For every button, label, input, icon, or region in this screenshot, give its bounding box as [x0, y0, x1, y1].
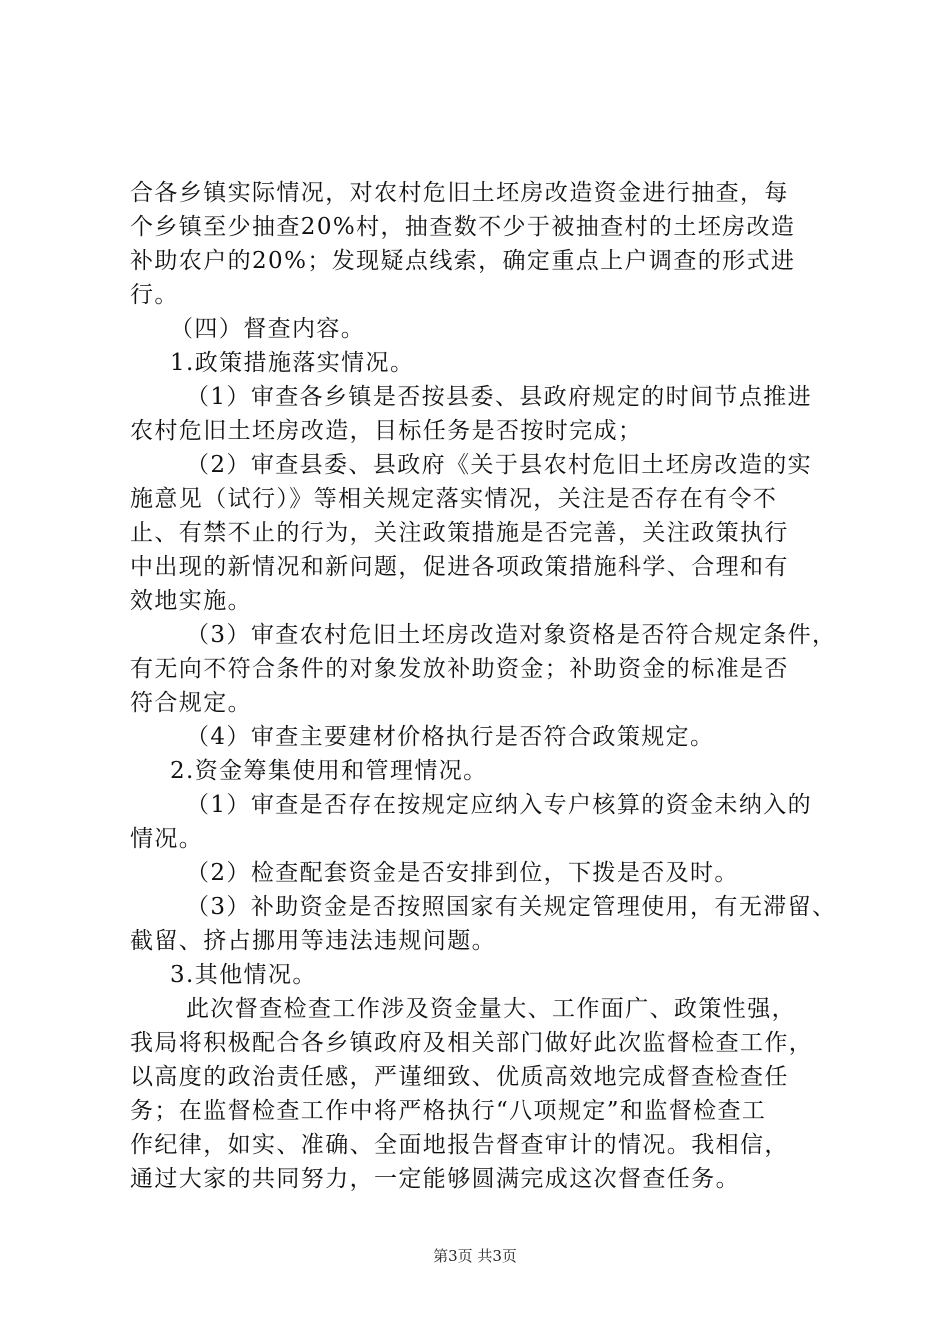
- text-line: 以高度的政治责任感，严谨细致、优质高效地完成督查检查任: [130, 1064, 789, 1090]
- page-number-current: 第3页: [433, 1247, 473, 1265]
- text-line: 止、有禁不止的行为，关注政策措施是否完善，关注政策执行: [130, 520, 789, 546]
- text-line: 情况。: [130, 826, 204, 852]
- text-line: 效地实施。: [130, 588, 252, 614]
- section-heading: （四）督查内容。: [170, 316, 366, 342]
- text-line: 我局将积极配合各乡镇政府及相关部门做好此次监督检查工作，: [130, 1030, 814, 1056]
- text-line: 农村危旧土坯房改造，目标任务是否按时完成；: [130, 418, 643, 444]
- text-line: 有无向不符合条件的对象发放补助资金；补助资金的标准是否: [130, 656, 789, 682]
- text-line: 中出现的新情况和新问题，促进各项政策措施科学、合理和有: [130, 554, 789, 580]
- subsection-heading: 2.资金筹集使用和管理情况。: [170, 758, 488, 784]
- text-line: 施意见（试行）》等相关规定落实情况，关注是否存在有令不: [130, 486, 778, 512]
- text-line: 个乡镇至少抽查20%村，抽查数不少于被抽查村的土坯房改造: [130, 214, 796, 240]
- text-line: （3）审查农村危旧土坯房改造对象资格是否符合规定条件，: [186, 622, 837, 648]
- text-line: 此次督查检查工作涉及资金量大、工作面广、政策性强，: [186, 996, 796, 1022]
- text-line: 合各乡镇实际情况，对农村危旧土坯房改造资金进行抽查，每: [130, 180, 789, 206]
- text-line: （1）审查是否存在按规定应纳入专户核算的资金未纳入的: [186, 792, 813, 818]
- text-line: 截留、挤占挪用等违法违规问题。: [130, 928, 496, 954]
- subsection-heading: 3.其他情况。: [170, 962, 317, 988]
- text-line: （3）补助资金是否按照国家有关规定管理使用，有无滞留、: [186, 894, 837, 920]
- text-line: （2）检查配套资金是否安排到位，下拨是否及时。: [186, 860, 739, 886]
- page-number-total: 共3页: [477, 1247, 517, 1265]
- page-footer: [0, 1246, 950, 1266]
- subsection-heading: 1.政策措施落实情况。: [170, 350, 415, 376]
- text-line: 务；在监督检查工作中将严格执行“八项规定”和监督检查工: [130, 1098, 767, 1124]
- text-line: （2）审查县委、县政府《关于县农村危旧土坯房改造的实: [186, 452, 813, 478]
- text-line: 符合规定。: [130, 690, 252, 716]
- text-line: 补助农户的20%；发现疑点线索，确定重点上户调查的形式进: [130, 248, 796, 274]
- text-line: （1）审查各乡镇是否按县委、县政府规定的时间节点推进: [186, 384, 813, 410]
- text-line: 通过大家的共同努力，一定能够圆满完成这次督查任务。: [130, 1166, 740, 1192]
- document-body: [130, 176, 835, 1196]
- text-line: （4）审查主要建材价格执行是否符合政策规定。: [186, 724, 715, 750]
- text-line: 作纪律，如实、准确、全面地报告督查审计的情况。我相信，: [130, 1132, 789, 1158]
- text-line: 行。: [130, 282, 179, 308]
